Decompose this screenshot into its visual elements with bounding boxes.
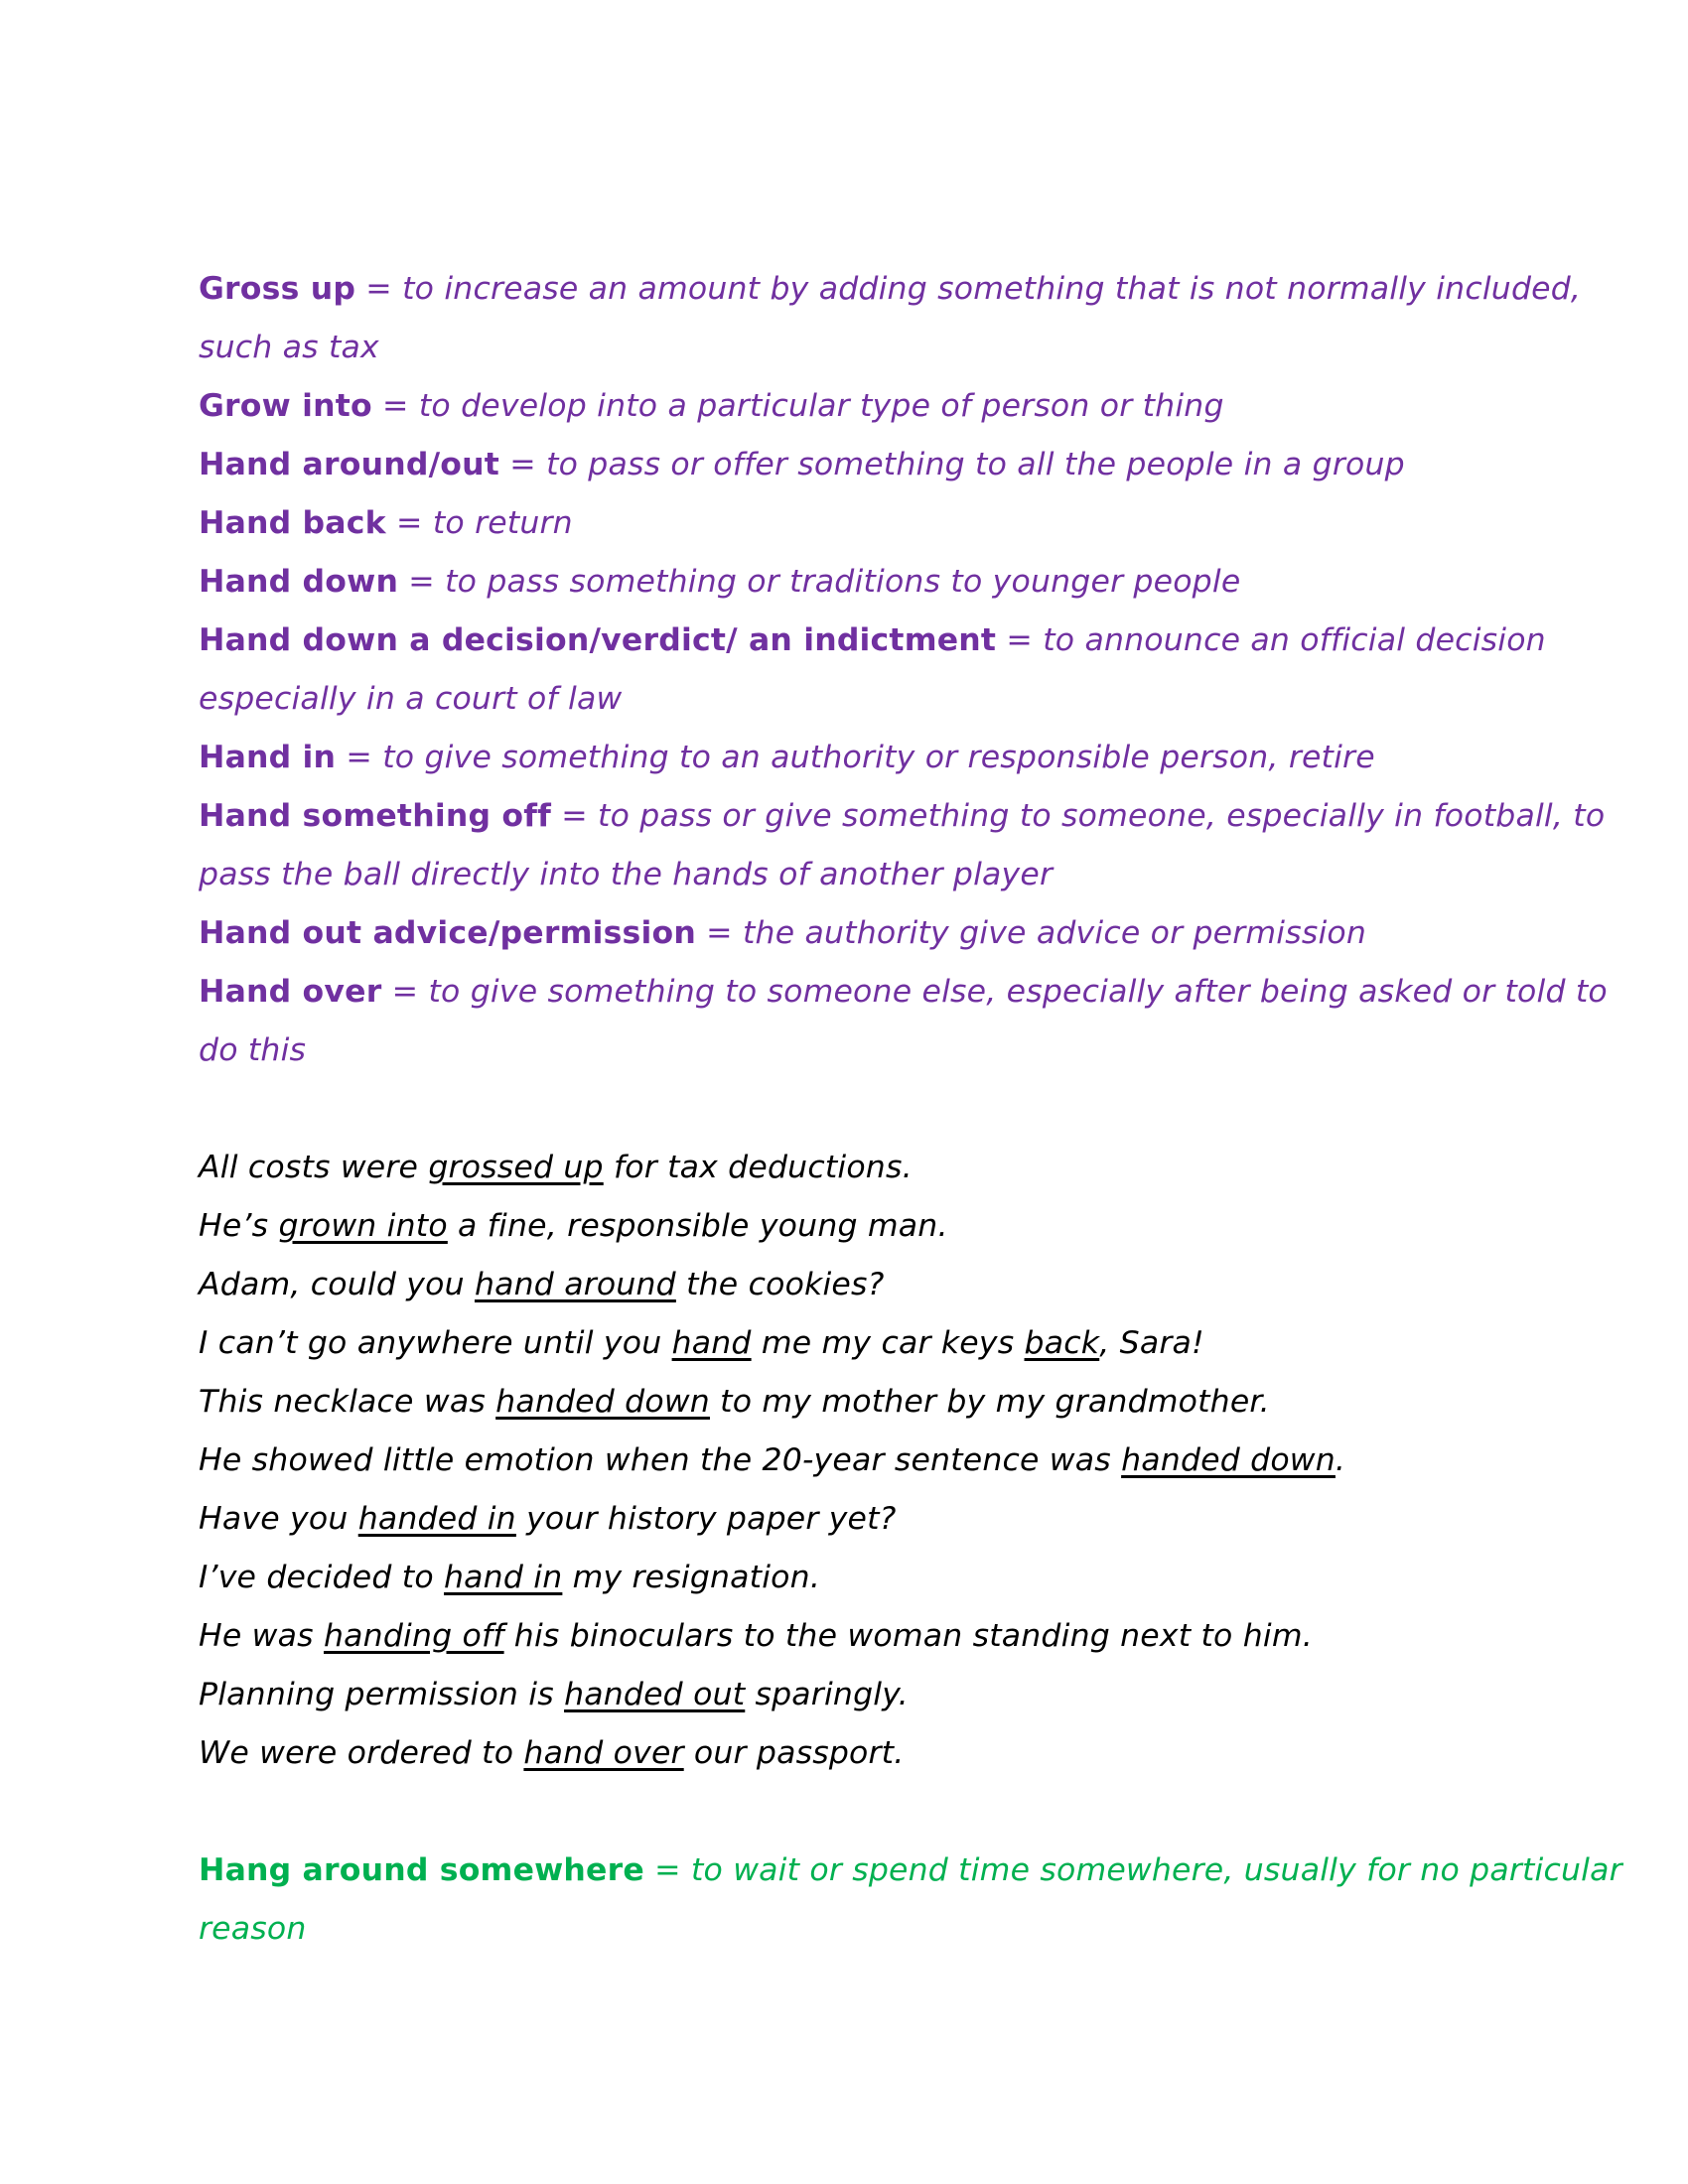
underlined-phrase: hand around [474,1267,676,1302]
definition-line: Hand around/out = to pass or offer something to all the people in a group [199,447,1405,482]
document-page [199,260,1622,1959]
example-sentence: Have you handed in your history paper yet? [199,1501,897,1537]
example-sentence: He’s grown into a fine, responsible young man. [199,1208,948,1244]
example-sentence: Adam, could you hand around the cookies? [199,1267,885,1302]
phrasal-verb-term: Hand down [199,564,399,600]
example-sentence: I’ve decided to hand in my resignation. [199,1560,821,1595]
underlined-phrase: handing off [323,1618,504,1654]
phrasal-verb-term: Hand back [199,505,386,541]
example-sentence: This necklace was handed down to my mother by my grandmother. [199,1384,1270,1420]
definition-line: Hand down a decision/verdict/ an indictment = to announce an official decision [199,622,1546,658]
definition-line: Hand over = to give something to someone else, especially after being asked or told to [199,974,1608,1010]
underlined-phrase: grossed up [428,1150,604,1185]
definition-text: to pass or give something to someone, especially in football, to [598,798,1606,834]
phrasal-verb-term: Hand something off [199,798,552,834]
phrasal-verb-term: Hand over [199,974,382,1010]
definition-continuation: pass the ball directly into the hands of another player [199,857,1054,892]
underlined-phrase: hand over [523,1735,684,1771]
underlined-phrase: hand in [444,1560,563,1595]
example-sentence: All costs were grossed up for tax deductions. [199,1150,913,1185]
example-sentence: I can’t go anywhere until you hand me my car keys back, Sara! [199,1325,1204,1361]
definition-line: Hang around somewhere = to wait or spend time somewhere, usually for no particular [199,1852,1622,1888]
underlined-phrase: handed down [1121,1442,1336,1478]
example-sentence: We were ordered to hand over our passport. [199,1735,905,1771]
underlined-phrase: handed out [564,1677,746,1712]
example-sentence: Planning permission is handed out sparingly. [199,1677,909,1712]
phrasal-verb-term: Hand down a decision/verdict/ an indictment [199,622,997,658]
definition-text: to increase an amount by adding something that is not normally included, [402,271,1582,307]
spacer [199,1080,1499,1139]
underlined-phrase: back [1024,1325,1100,1361]
example-sentence: He showed little emotion when the 20-year sentence was handed down. [199,1442,1346,1478]
phrasal-verb-term: Gross up [199,271,356,307]
definition-line: Hand back = to return [199,505,573,541]
definition-continuation: do this [199,1032,307,1068]
definition-text: to give something to someone else, especially after being asked or told to [428,974,1608,1010]
definition-text: the authority give advice or permission [743,915,1367,951]
definition-continuation: such as tax [199,330,379,365]
definition-continuation: especially in a court of law [199,681,623,717]
definition-line: Hand down = to pass something or traditions to younger people [199,564,1241,600]
phrasal-verb-term: Hang around somewhere [199,1852,644,1888]
phrasal-verb-term: Hand around/out [199,447,500,482]
definition-text: to wait or spend time somewhere, usually for no particular [690,1852,1622,1888]
phrasal-verb-term: Hand out advice/permission [199,915,696,951]
spacer [199,1783,1499,1842]
definition-line: Gross up = to increase an amount by adding something that is not normally included, [199,271,1582,307]
definition-text: to give something to an authority or responsible person, retire [382,740,1375,775]
definition-continuation: reason [199,1911,307,1947]
definition-line: Grow into = to develop into a particular type of person or thing [199,388,1224,424]
definition-text: to announce an official decision [1043,622,1546,658]
underlined-phrase: grown into [278,1208,448,1244]
definition-line: Hand in = to give something to an authority or responsible person, retire [199,740,1375,775]
underlined-phrase: hand [671,1325,752,1361]
phrasal-verb-term: Grow into [199,388,372,424]
definition-text: to return [432,505,573,541]
underlined-phrase: handed down [495,1384,710,1420]
definition-text: to pass or offer something to all the people in a group [546,447,1405,482]
phrasal-verb-term: Hand in [199,740,337,775]
example-sentence: He was handing off his binoculars to the woman standing next to him. [199,1618,1313,1654]
definition-text: to develop into a particular type of person or thing [418,388,1224,424]
underlined-phrase: handed in [357,1501,516,1537]
definition-line: Hand out advice/permission = the authority give advice or permission [199,915,1367,951]
definition-text: to pass something or traditions to younger people [445,564,1241,600]
definition-line: Hand something off = to pass or give something to someone, especially in football, to [199,798,1606,834]
